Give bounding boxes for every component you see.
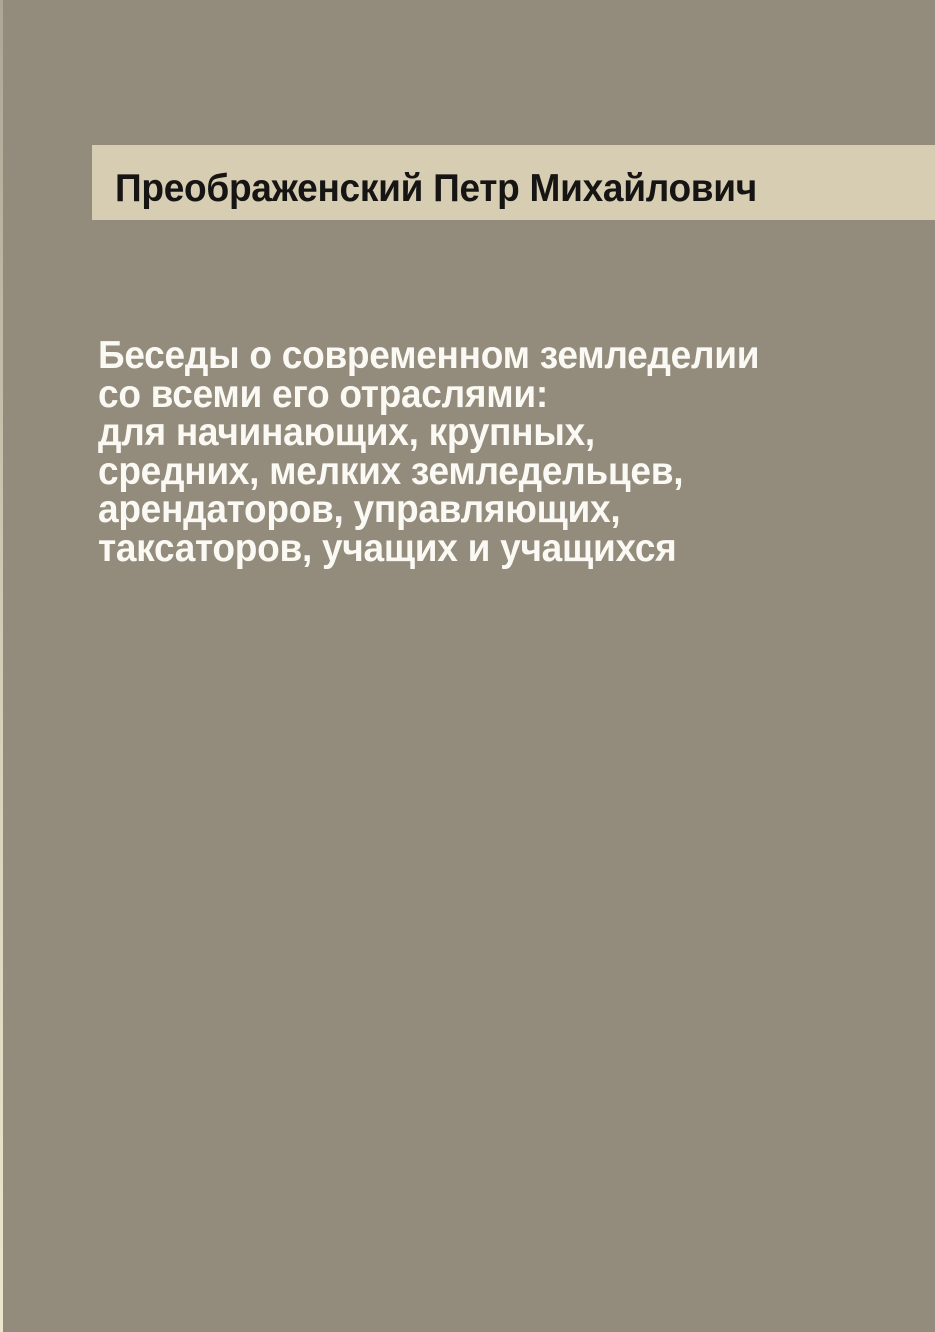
book-title	[98, 334, 874, 570]
author-banner	[92, 145, 935, 220]
title-line: арендаторов, управляющих,	[98, 488, 621, 531]
title-line: средних, мелких земледельцев,	[98, 449, 684, 493]
title-line: для начинающих, крупных,	[98, 411, 595, 454]
spine-edge-highlight	[0, 0, 3, 1332]
title-line: Беседы о современном земледелии	[98, 334, 760, 377]
title-line: со всеми его отраслями:	[98, 372, 548, 416]
title-line: таксаторов, учащих и учащихся	[98, 526, 677, 570]
author-name: Преображенский Петр Михайлович	[115, 167, 758, 210]
